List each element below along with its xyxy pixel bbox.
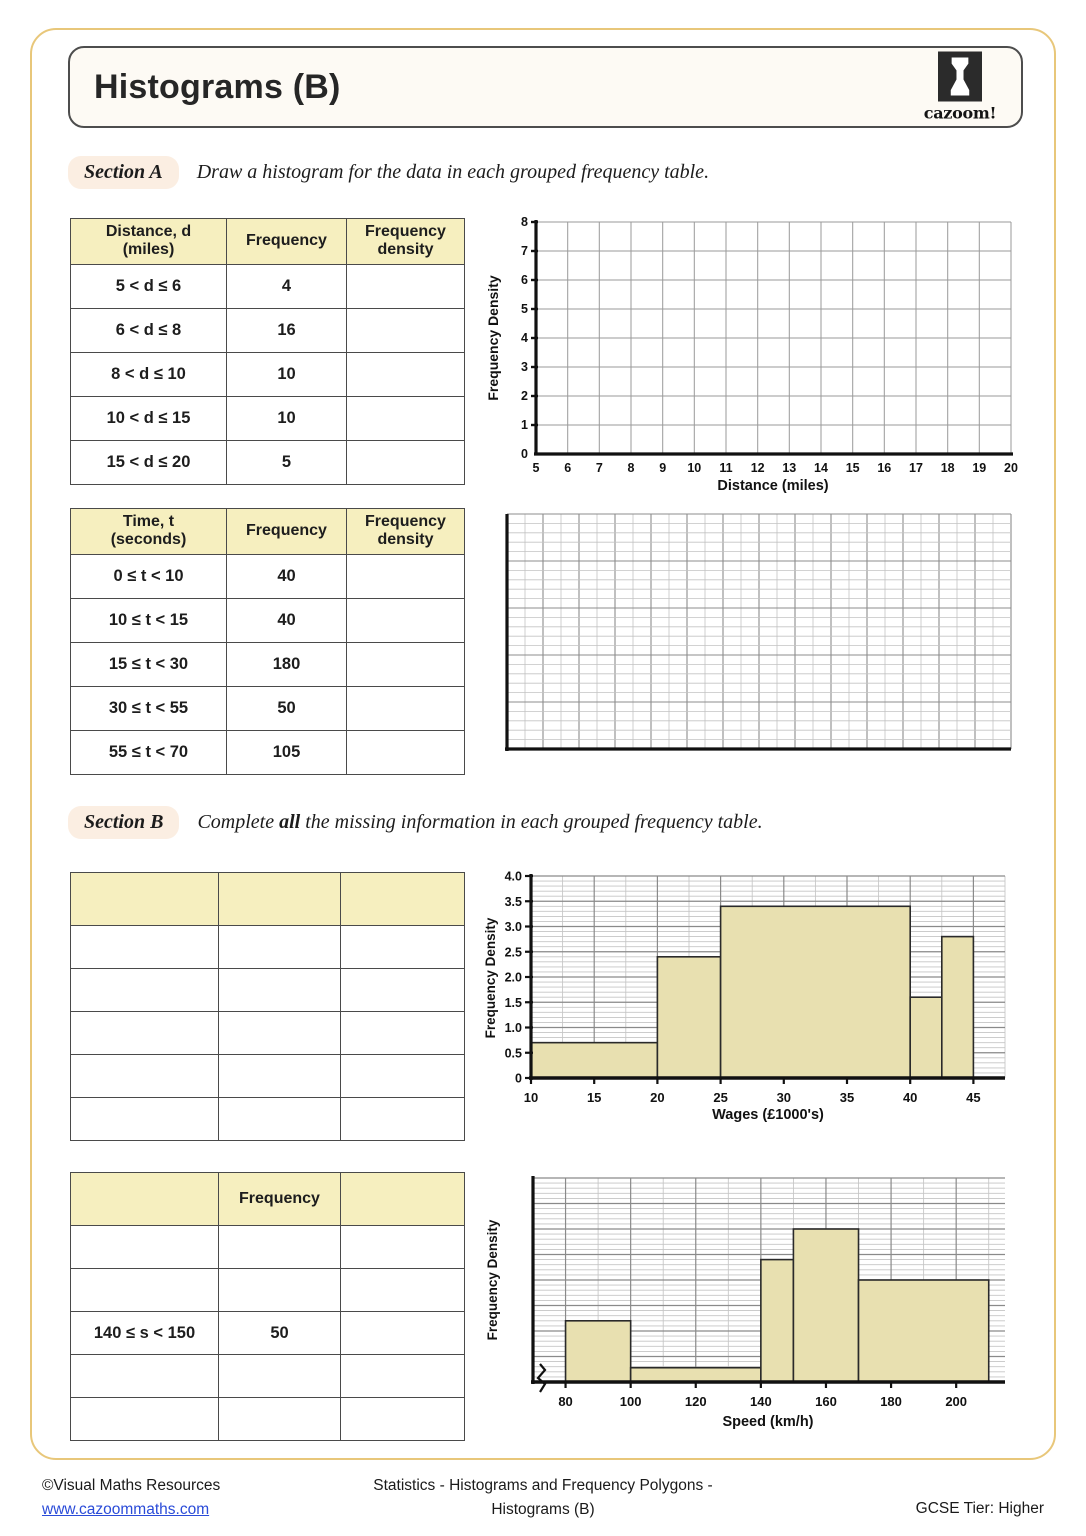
table-row <box>71 1398 465 1441</box>
histogram-bar <box>631 1368 761 1382</box>
cell-frequency[interactable] <box>219 1226 341 1269</box>
col-header-frequency <box>227 509 347 555</box>
table-row <box>71 686 465 730</box>
section-b-instruction <box>197 811 762 834</box>
cell-frequency-density[interactable] <box>341 1269 465 1312</box>
table-header-row <box>71 509 465 555</box>
col-header-frequency <box>219 873 341 926</box>
cell-frequency-density[interactable] <box>347 554 465 598</box>
cazoom-logo <box>917 52 1003 123</box>
distance-frequency-table <box>70 218 465 485</box>
col-header-line1: Frequency <box>246 522 327 540</box>
svg-text:10: 10 <box>687 461 702 475</box>
table-row <box>71 396 465 440</box>
col-header-interval <box>71 509 227 555</box>
section-a-header <box>68 156 709 189</box>
cell-interval[interactable]: 15 < d ≤ 20 <box>71 440 227 484</box>
col-header-line2: density <box>377 531 434 549</box>
cell-interval[interactable]: 55 ≤ t < 70 <box>71 730 227 774</box>
svg-text:19: 19 <box>972 461 987 475</box>
svg-text:8: 8 <box>627 461 635 475</box>
table-row <box>71 1312 465 1355</box>
cell-frequency[interactable] <box>219 1398 341 1441</box>
instruction-emphasis: all <box>279 811 301 833</box>
col-header-line1: Distance, d <box>105 223 192 240</box>
y-tick-label: 0.5 <box>504 1046 522 1061</box>
svg-text:20: 20 <box>1004 461 1018 475</box>
cell-frequency[interactable] <box>219 1055 341 1098</box>
svg-text:14: 14 <box>814 461 828 475</box>
section-a-instruction: Draw a histogram for the data in each grouped frequency table. <box>196 161 710 183</box>
cell-frequency-density[interactable] <box>341 1055 465 1098</box>
table-header-row <box>71 873 465 926</box>
col-header-frequency: Frequency <box>219 1173 341 1226</box>
x-tick-label: 120 <box>684 1394 707 1409</box>
cell-interval[interactable] <box>71 926 219 969</box>
cell-frequency-density[interactable] <box>347 686 465 730</box>
histogram-bar <box>910 997 942 1078</box>
cell-frequency-density[interactable] <box>347 308 465 352</box>
cell-frequency[interactable]: 4 <box>227 264 347 308</box>
histogram-bar <box>761 1260 794 1382</box>
histogram-bar <box>942 937 974 1078</box>
y-tick-label: 2.5 <box>504 945 522 960</box>
cell-frequency[interactable]: 10 <box>227 396 347 440</box>
histogram-bar <box>566 1321 631 1382</box>
col-header-density <box>347 219 465 265</box>
footer-website-link[interactable]: www.cazoommaths.com <box>42 1501 210 1519</box>
axis-break-icon <box>538 1364 545 1392</box>
cell-frequency[interactable] <box>219 1012 341 1055</box>
instruction-post: the missing information in each grouped frequency table. <box>300 811 763 833</box>
col-header-interval <box>71 219 227 265</box>
cell-frequency[interactable]: 50 <box>219 1312 341 1355</box>
cell-frequency[interactable]: 40 <box>227 598 347 642</box>
speed-chart-xlabel: Speed (km/h) <box>722 1414 814 1430</box>
cell-frequency[interactable]: 10 <box>227 352 347 396</box>
cell-frequency[interactable] <box>219 1098 341 1141</box>
histogram-bar <box>531 1043 657 1078</box>
footer-copyright: ©Visual Maths Resources <box>42 1477 221 1494</box>
section-b-badge: Section B <box>68 806 179 839</box>
svg-text:0: 0 <box>521 447 528 461</box>
cell-interval[interactable] <box>71 1269 219 1312</box>
cell-frequency-density[interactable] <box>341 1226 465 1269</box>
table-row <box>71 554 465 598</box>
col-header-line2: (miles) <box>122 241 175 259</box>
y-tick-label: 2.0 <box>504 970 522 985</box>
footer-center <box>373 1474 712 1522</box>
x-tick-label: 80 <box>558 1394 573 1409</box>
col-header-line1: Frequency <box>246 232 327 250</box>
svg-text:5: 5 <box>532 461 540 475</box>
histogram-bar <box>721 906 911 1078</box>
table-row <box>71 730 465 774</box>
footer-tier: GCSE Tier: Higher <box>915 1500 1044 1517</box>
histogram-bar <box>793 1229 858 1382</box>
col-header-line2: (seconds) <box>110 531 187 549</box>
cell-interval[interactable] <box>71 1226 219 1269</box>
table-row <box>71 308 465 352</box>
cell-frequency[interactable] <box>219 926 341 969</box>
table-row <box>71 598 465 642</box>
cell-frequency[interactable]: 50 <box>227 686 347 730</box>
y-tick-label: 1.0 <box>504 1021 522 1035</box>
cell-frequency[interactable] <box>219 1355 341 1398</box>
cell-interval[interactable]: 8 < d ≤ 10 <box>71 352 227 396</box>
footer-topic-line1: Statistics - Histograms and Frequency Polygons - <box>373 1477 713 1494</box>
wages-blank-table <box>70 872 465 1141</box>
speed-blank-table <box>70 1172 465 1441</box>
svg-text:5: 5 <box>521 302 528 316</box>
cell-frequency-density[interactable] <box>347 396 465 440</box>
table-row <box>71 926 465 969</box>
page-title: Histograms (B) <box>94 67 341 106</box>
cell-frequency-density[interactable] <box>341 1312 465 1355</box>
table-row <box>71 1269 465 1312</box>
svg-text:6: 6 <box>521 273 528 287</box>
x-tick-label: 25 <box>713 1090 728 1105</box>
x-tick-label: 20 <box>650 1090 665 1105</box>
cell-frequency-density[interactable] <box>341 1012 465 1055</box>
histogram-bar <box>657 957 720 1078</box>
time-grid-chart <box>498 508 1023 758</box>
col-header-interval <box>71 1173 219 1226</box>
svg-text:17: 17 <box>909 461 923 475</box>
section-a-badge: Section A <box>68 156 179 189</box>
wages-histogram-chart <box>478 866 1023 1131</box>
table-row <box>71 440 465 484</box>
col-header-line1: Frequency <box>365 223 446 240</box>
x-tick-label: 180 <box>880 1394 902 1409</box>
y-tick-label: 1.5 <box>504 995 522 1010</box>
x-tick-label: 30 <box>776 1090 792 1105</box>
cell-interval[interactable]: 10 < d ≤ 15 <box>71 396 227 440</box>
x-tick-label: 200 <box>945 1394 968 1409</box>
time-frequency-table <box>70 508 465 775</box>
worksheet-title-box <box>68 46 1023 128</box>
section-b-header <box>68 806 763 839</box>
table-row <box>71 352 465 396</box>
y-tick-label: 4.0 <box>504 869 522 884</box>
y-tick-label: 3.5 <box>504 894 522 909</box>
svg-text:15: 15 <box>845 461 860 475</box>
distance-chart-ylabel: Frequency Density <box>485 275 501 401</box>
cazoom-hourglass-icon <box>938 52 982 102</box>
col-header-line2: density <box>377 241 434 259</box>
cell-interval[interactable]: 140 ≤ s < 150 <box>71 1312 219 1355</box>
speed-histogram-chart <box>478 1168 1023 1440</box>
svg-text:18: 18 <box>940 461 955 475</box>
cell-frequency-density[interactable] <box>341 1355 465 1398</box>
cell-interval[interactable]: 5 < d ≤ 6 <box>71 264 227 308</box>
speed-chart-ylabel: Frequency Density <box>485 1219 500 1341</box>
svg-text:3: 3 <box>521 360 528 374</box>
cell-interval[interactable] <box>71 1398 219 1441</box>
table-row <box>71 1098 465 1141</box>
cell-interval[interactable] <box>71 1098 219 1141</box>
cell-frequency[interactable]: 5 <box>227 440 347 484</box>
cell-frequency-density[interactable] <box>347 352 465 396</box>
cell-frequency-density[interactable] <box>347 440 465 484</box>
cell-frequency[interactable]: 105 <box>227 730 347 774</box>
y-tick-label: 0 <box>515 1071 522 1086</box>
cell-interval[interactable] <box>71 1055 219 1098</box>
cell-frequency-density[interactable] <box>341 1098 465 1141</box>
cell-interval[interactable]: 10 ≤ t < 15 <box>71 598 227 642</box>
svg-text:13: 13 <box>782 461 797 475</box>
svg-text:4: 4 <box>521 331 528 345</box>
col-header-frequency <box>227 219 347 265</box>
col-header-density <box>341 1173 465 1226</box>
cell-frequency-density[interactable] <box>347 598 465 642</box>
table-row <box>71 1012 465 1055</box>
x-tick-label: 140 <box>750 1394 772 1409</box>
cell-frequency-density[interactable] <box>347 264 465 308</box>
cell-frequency-density[interactable] <box>341 969 465 1012</box>
table-row <box>71 264 465 308</box>
cell-interval[interactable]: 15 ≤ t < 30 <box>71 642 227 686</box>
cell-interval[interactable] <box>71 969 219 1012</box>
distance-grid-chart <box>478 208 1023 496</box>
col-header-interval <box>71 873 219 926</box>
footer-left <box>42 1474 220 1522</box>
table-row <box>71 1226 465 1269</box>
svg-text:11: 11 <box>719 461 733 475</box>
cell-interval[interactable]: 6 < d ≤ 8 <box>71 308 227 352</box>
col-header-density <box>347 509 465 555</box>
x-tick-label: 40 <box>902 1090 918 1105</box>
cell-frequency[interactable]: 40 <box>227 554 347 598</box>
wages-chart-xlabel: Wages (£1000's) <box>712 1107 824 1123</box>
cell-interval[interactable] <box>71 1355 219 1398</box>
col-header-line1: Frequency <box>365 513 446 530</box>
table-header-row <box>71 1173 465 1226</box>
instruction-pre: Complete <box>197 811 280 833</box>
svg-text:12: 12 <box>750 461 765 475</box>
x-tick-label: 45 <box>966 1090 981 1105</box>
x-tick-label: 100 <box>619 1394 642 1409</box>
x-tick-label: 10 <box>523 1090 539 1105</box>
distance-chart-xlabel: Distance (miles) <box>717 478 829 494</box>
cell-frequency[interactable] <box>219 969 341 1012</box>
table-row <box>71 1055 465 1098</box>
histogram-bar <box>859 1280 989 1382</box>
x-tick-label: 15 <box>586 1090 602 1105</box>
cell-frequency-density[interactable] <box>341 926 465 969</box>
svg-text:7: 7 <box>521 244 528 258</box>
page-footer <box>0 1470 1086 1532</box>
logo-wordmark: cazoom! <box>923 103 997 123</box>
x-tick-label: 160 <box>815 1394 837 1409</box>
table-header-row <box>71 219 465 265</box>
svg-text:16: 16 <box>877 461 892 475</box>
svg-text:8: 8 <box>521 215 528 229</box>
cell-interval[interactable]: 0 ≤ t < 10 <box>71 554 227 598</box>
cell-frequency[interactable]: 180 <box>227 642 347 686</box>
svg-text:9: 9 <box>659 461 667 475</box>
svg-text:7: 7 <box>595 461 603 475</box>
col-header-line1: Time, t <box>122 513 175 530</box>
cell-frequency[interactable]: 16 <box>227 308 347 352</box>
cell-frequency-density[interactable] <box>347 642 465 686</box>
svg-text:6: 6 <box>564 461 572 475</box>
y-tick-label: 3.0 <box>504 920 522 934</box>
wages-chart-ylabel: Frequency Density <box>483 917 498 1039</box>
cell-interval[interactable]: 30 ≤ t < 55 <box>71 686 227 730</box>
table-row <box>71 642 465 686</box>
table-row <box>71 969 465 1012</box>
cell-frequency-density[interactable] <box>341 1398 465 1441</box>
col-header-density <box>341 873 465 926</box>
cell-frequency-density[interactable] <box>347 730 465 774</box>
cell-frequency[interactable] <box>219 1269 341 1312</box>
svg-text:2: 2 <box>521 389 528 403</box>
footer-topic-line2: Histograms (B) <box>491 1501 595 1519</box>
cell-interval[interactable] <box>71 1012 219 1055</box>
x-tick-label: 35 <box>839 1090 855 1105</box>
table-row <box>71 1355 465 1398</box>
svg-text:1: 1 <box>521 418 528 432</box>
